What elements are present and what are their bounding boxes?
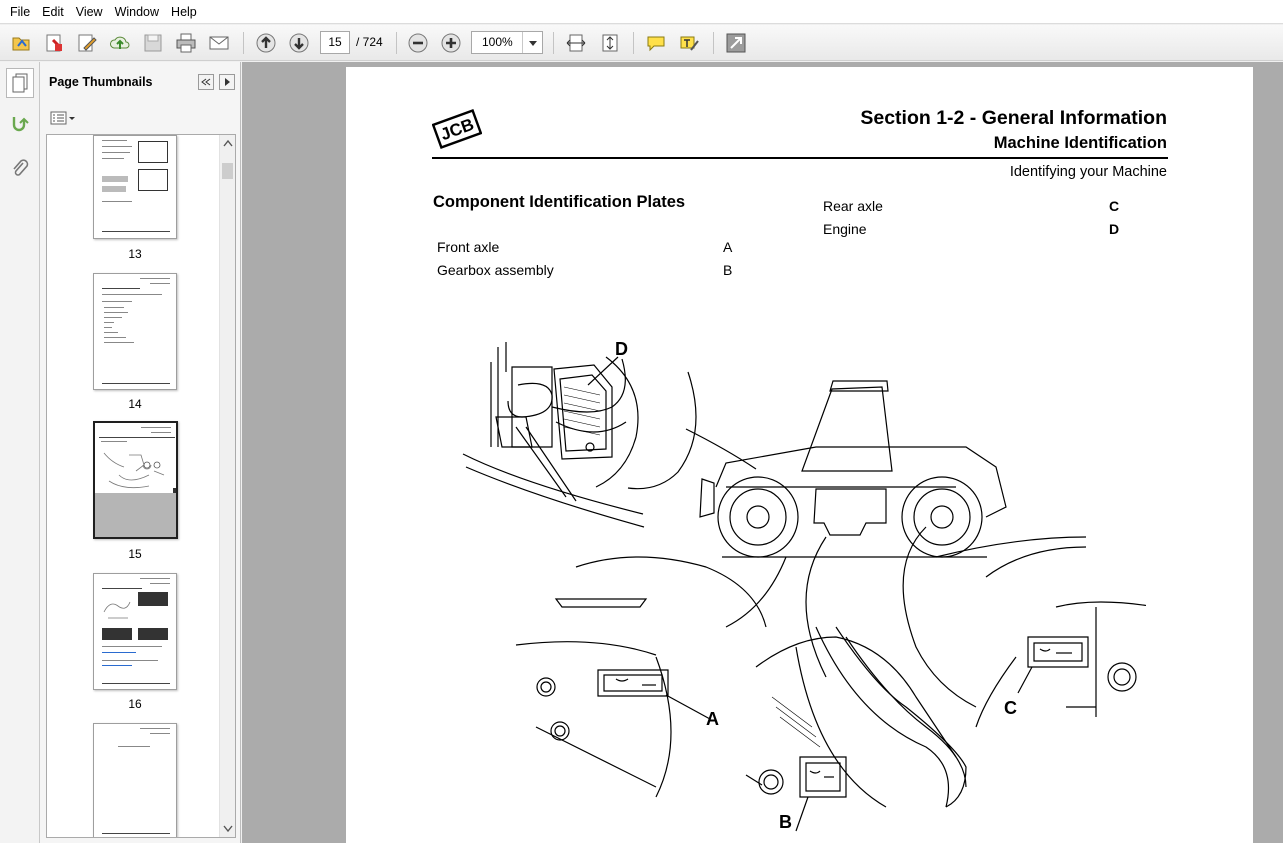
print-button[interactable]	[172, 29, 200, 57]
menu-bar	[0, 0, 1283, 24]
printer-icon	[175, 32, 197, 54]
thumbnails-scrollbar[interactable]	[219, 135, 235, 837]
zoom-out-button[interactable]	[404, 29, 432, 57]
thumbnails-list[interactable]	[46, 134, 236, 838]
full-screen-button[interactable]	[722, 29, 750, 57]
highlight-button[interactable]	[675, 29, 703, 57]
options-menu-icon	[50, 111, 76, 125]
cloud-upload-icon	[109, 32, 131, 54]
arrow-down-circle-icon	[288, 32, 310, 54]
next-page-button[interactable]	[285, 29, 313, 57]
highlight-text-icon	[678, 32, 700, 54]
panel-title: Page Thumbnails	[49, 75, 153, 89]
subsection-title: Machine Identification	[993, 134, 1167, 152]
component-name: Rear axle	[823, 198, 883, 214]
component-name: Gearbox assembly	[437, 262, 554, 278]
zoom-in-button[interactable]	[437, 29, 465, 57]
menu-edit[interactable]: Edit	[42, 4, 64, 19]
zoom-level-select[interactable]	[471, 31, 543, 54]
thumbnail-page-14[interactable]	[93, 273, 177, 390]
toolbar-separator	[396, 32, 397, 54]
triangle-right-icon	[223, 78, 231, 86]
jcb-logo-text: JCB	[437, 114, 477, 145]
jcb-logo	[432, 107, 482, 151]
email-button[interactable]	[205, 29, 233, 57]
menu-window[interactable]: Window	[114, 4, 160, 19]
component-name: Front axle	[437, 239, 500, 255]
thumbnail-label: 14	[128, 397, 142, 411]
scroll-down-icon[interactable]	[223, 825, 233, 833]
pdf-page	[346, 67, 1253, 843]
page-thumbnails-icon	[10, 72, 30, 94]
plus-circle-icon	[440, 32, 462, 54]
edit-document-button[interactable]	[73, 29, 101, 57]
thumbnail-page-17[interactable]	[93, 723, 177, 838]
thumbnail-label: 13	[128, 247, 142, 261]
previous-page-button[interactable]	[252, 29, 280, 57]
callout-label: B	[779, 812, 792, 832]
dropdown-arrow-icon[interactable]	[522, 32, 542, 53]
scrollbar-thumb[interactable]	[222, 163, 233, 179]
fit-page-width-icon	[565, 32, 587, 54]
thumbnail-page-15[interactable]	[93, 421, 178, 539]
thumbnail-label: 15	[128, 547, 142, 561]
callout-label: A	[706, 709, 719, 729]
component-letter: B	[723, 262, 733, 278]
attachments-tab[interactable]	[6, 154, 34, 184]
menu-view[interactable]: View	[75, 4, 103, 19]
zoom-level-value: 100%	[482, 35, 513, 49]
scroll-up-icon[interactable]	[223, 139, 233, 147]
create-pdf-icon	[43, 32, 65, 54]
document-view[interactable]	[242, 62, 1283, 843]
menu-help[interactable]: Help	[171, 4, 197, 19]
toolbar-separator	[713, 32, 714, 54]
machine-identification-drawing	[456, 327, 1146, 843]
toolbar	[0, 25, 1283, 61]
arrow-up-circle-icon	[255, 32, 277, 54]
component-letter: D	[1109, 221, 1120, 237]
component-letter: A	[723, 239, 733, 255]
component-name: Engine	[823, 221, 867, 237]
edit-page-icon	[76, 32, 98, 54]
double-chevron-left-icon	[201, 78, 211, 86]
page-number-input[interactable]: 15	[320, 31, 350, 54]
save-button[interactable]	[139, 29, 167, 57]
toolbar-separator	[553, 32, 554, 54]
thumbnail-page-16[interactable]	[93, 573, 177, 690]
open-file-button[interactable]	[7, 29, 35, 57]
minus-circle-icon	[407, 32, 429, 54]
page-count: / 724	[356, 35, 383, 49]
paperclip-icon	[10, 158, 30, 180]
thumbnail-options-button[interactable]	[50, 109, 76, 127]
expand-icon	[725, 32, 747, 54]
comment-button[interactable]	[642, 29, 670, 57]
thumbnail-page-13[interactable]	[93, 135, 177, 239]
section-title: Section 1-2 - General Information	[860, 107, 1167, 129]
header-rule	[432, 157, 1168, 159]
toolbar-separator	[243, 32, 244, 54]
component-letter: C	[1109, 198, 1120, 214]
open-folder-icon	[10, 32, 32, 54]
attachments-workflow-tab[interactable]	[6, 110, 34, 140]
navigation-pane-strip	[0, 62, 40, 843]
page-thumbnails-tab[interactable]	[6, 68, 34, 98]
fit-page-button[interactable]	[596, 29, 624, 57]
envelope-icon	[208, 32, 230, 54]
toolbar-separator	[633, 32, 634, 54]
collapse-panel-button[interactable]	[198, 74, 214, 90]
comment-bubble-icon	[645, 32, 667, 54]
fit-page-icon	[599, 32, 621, 54]
fit-width-button[interactable]	[562, 29, 590, 57]
component-heading: Component Identification Plates	[433, 193, 686, 211]
callout-label: C	[1004, 698, 1017, 718]
topic-title: Identifying your Machine	[1009, 164, 1167, 180]
menu-file[interactable]: File	[10, 4, 31, 19]
page-thumbnails-panel	[40, 62, 241, 843]
thumbnail-label: 16	[128, 697, 142, 711]
expand-panel-button[interactable]	[219, 74, 235, 90]
save-disk-icon	[142, 32, 164, 54]
callout-label: D	[615, 339, 628, 359]
upload-button[interactable]	[106, 29, 134, 57]
workflow-arrow-icon	[10, 114, 30, 136]
create-pdf-button[interactable]	[40, 29, 68, 57]
